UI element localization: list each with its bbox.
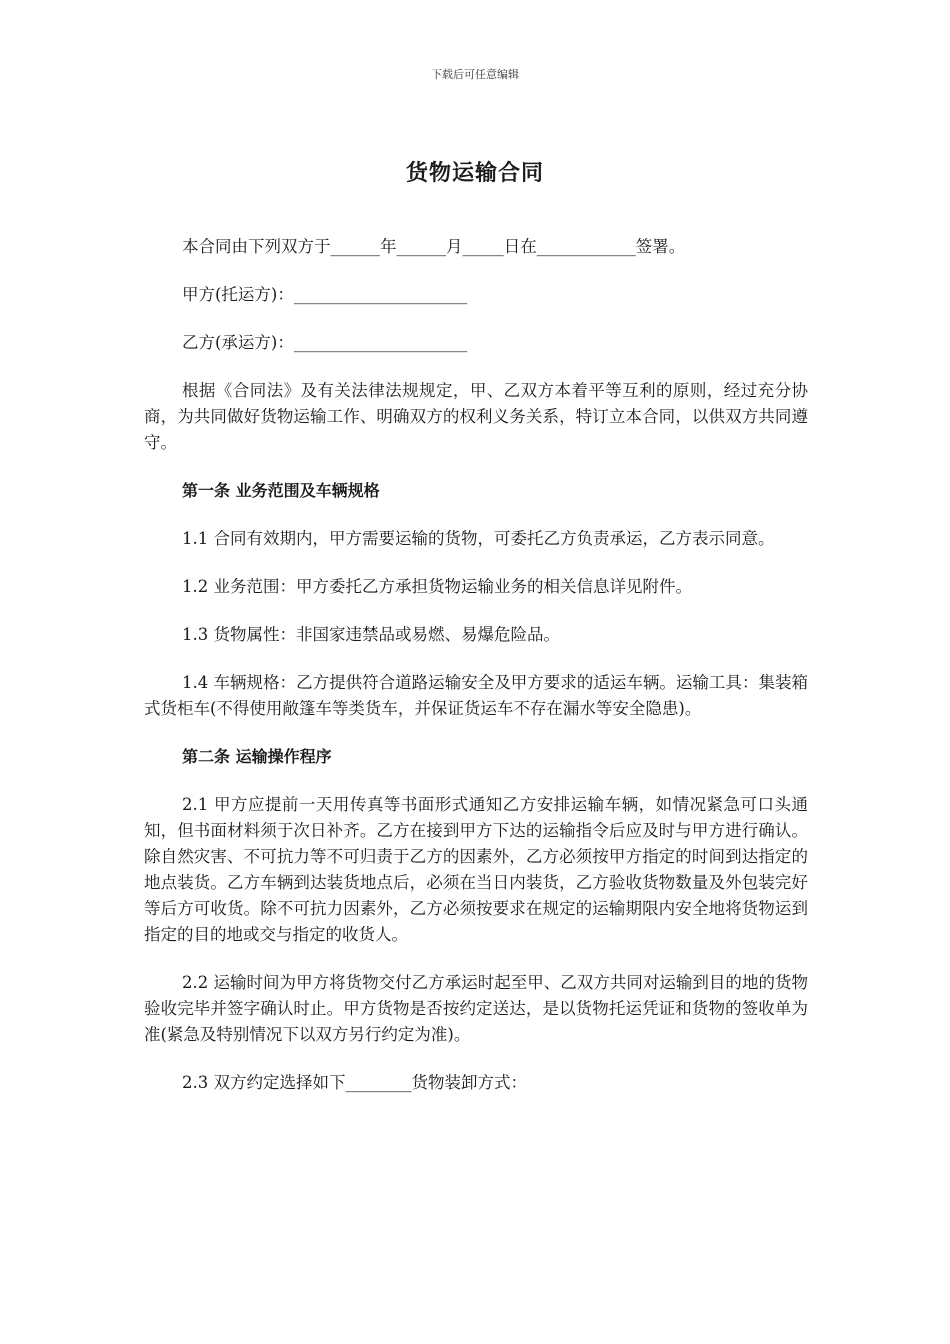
party-a-label: 甲方(托运方)： <box>182 285 294 304</box>
party-b-label: 乙方(承运方)： <box>182 333 294 352</box>
intro-text-1: 本合同由下列双方于 <box>182 237 331 256</box>
clause-2-2: 2.2 运输时间为甲方将货物交付乙方承运时起至甲、乙双方共同对运输到目的地的货物验收完毕并签字确认时止。甲方货物是否按约定送达，是以货物托运凭证和货物的签收单为准(紧急及特别情况下以双方另行约定为准)。 <box>144 973 808 1044</box>
year-blank: ______ <box>330 237 380 256</box>
clause-1-1: 1.1 合同有效期内，甲方需要运输的货物，可委托乙方负责承运，乙方表示同意。 <box>182 529 775 548</box>
clause-1-4: 1.4 车辆规格：乙方提供符合道路运输安全及甲方要求的适运车辆。运输工具：集装箱式货柜车(不得使用敞篷车等类货车，并保证货运车不存在漏水等安全隐患)。 <box>144 673 808 718</box>
intro-paragraph <box>144 234 808 260</box>
clause-1-3: 1.3 货物属性：非国家违禁品或易燃、易爆危险品。 <box>182 625 560 644</box>
header-note: 下载后可任意编辑 <box>431 68 519 81</box>
party-b-line <box>144 330 808 356</box>
clause-1-2: 1.2 业务范围：甲方委托乙方承担货物运输业务的相关信息详见附件。 <box>182 577 692 596</box>
intro-text-5: 签署。 <box>635 237 686 256</box>
intro-text-3: 月 <box>446 237 463 256</box>
loading-method-blank: ________ <box>345 1073 412 1092</box>
clause-2-3-text: 2.3 双方约定选择如下 <box>182 1073 346 1092</box>
clause-2-1: 2.1 甲方应提前一天用传真等书面形式通知乙方安排运输车辆，如情况紧急可口头通知，但书面材料须于次日补齐。乙方在接到甲方下达的运输指令后应及时与甲方进行确认。除自然灾害、不可抗力等不可归责于乙方的因素外，乙方必须按甲方指定的时间到达指定的地点装货。乙方车辆到达装货地点后，必须在当日内装货，乙方验收货物数量及外包装完好等后方可收货。除不可抗力因素外，乙方必须按要求在规定的运输期限内安全地将货物运到指定的目的地或交与指定的收货人。 <box>144 795 808 944</box>
clause-2-3-suffix: 货物装卸方式： <box>411 1073 527 1092</box>
party-b-blank: _____________________ <box>293 333 468 352</box>
month-blank: ______ <box>396 237 446 256</box>
party-a-blank: _____________________ <box>293 285 468 304</box>
day-blank: _____ <box>462 237 504 256</box>
document-body <box>144 234 808 1118</box>
article-2-heading: 第二条 运输操作程序 <box>182 747 332 766</box>
party-a-line <box>144 282 808 308</box>
article-1-heading: 第一条 业务范围及车辆规格 <box>182 481 380 500</box>
preamble-paragraph: 根据《合同法》及有关法律法规规定，甲、乙双方本着平等互利的原则，经过充分协商，为共同做好货物运输工作、明确双方的权利义务关系，特订立本合同，以供双方共同遵守。 <box>144 381 808 452</box>
intro-text-4: 日在 <box>503 237 537 256</box>
document-title: 货物运输合同 <box>405 161 544 186</box>
place-blank: ____________ <box>536 237 636 256</box>
intro-text-2: 年 <box>380 237 397 256</box>
clause-2-3 <box>144 1070 808 1096</box>
